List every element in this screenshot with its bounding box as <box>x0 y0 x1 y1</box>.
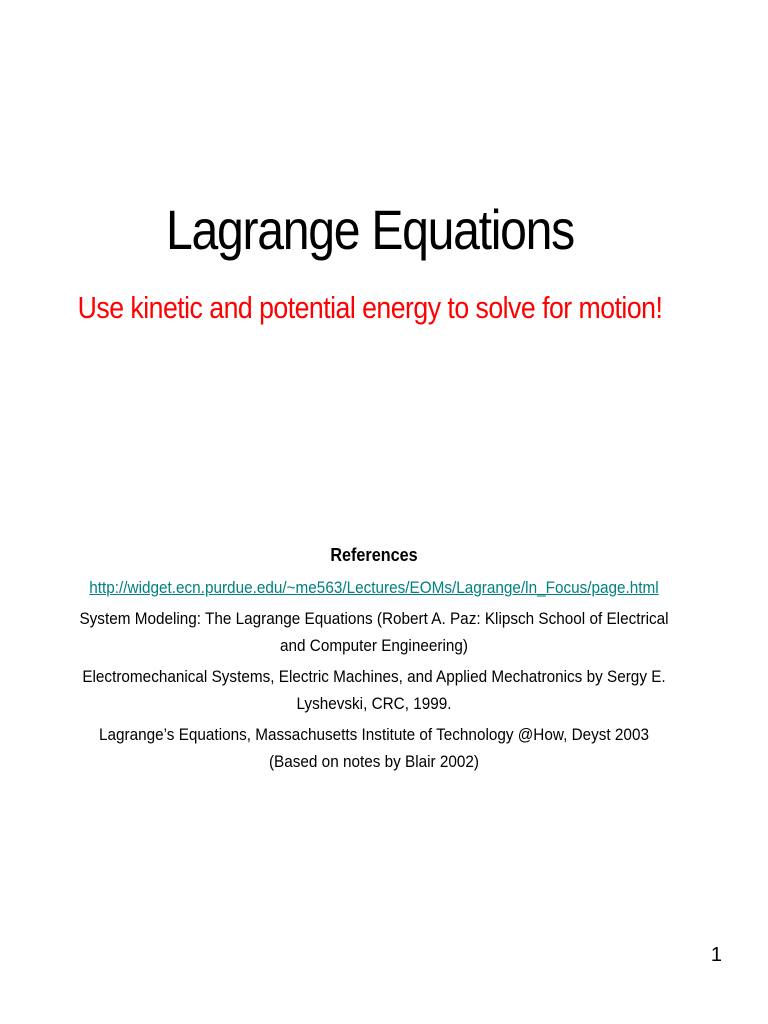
references-heading: References <box>330 545 418 565</box>
reference-link[interactable]: http://widget.ecn.purdue.edu/~me563/Lectures/EOMs/Lagrange/ln_Focus/page.html <box>89 578 659 597</box>
reference-item-3: Lagrange’s Equations, Massachusetts Institute of Technology @How, Deyst 2003 (Based on notes by Blair 2002) <box>99 725 649 771</box>
slide-subtitle: Use kinetic and potential energy to solve for motion! <box>77 290 663 325</box>
reference-item-2: Electromechanical Systems, Electric Machines, and Applied Mechatronics by Sergy E. Lyshevski, CRC, 1999. <box>82 667 666 713</box>
reference-item-1: System Modeling: The Lagrange Equations (Robert A. Paz: Klipsch School of Electrical and Computer Engineering) <box>79 609 669 655</box>
page-number: 1 <box>710 944 722 966</box>
references-section <box>73 540 674 779</box>
slide-title: Lagrange Equations <box>166 198 574 261</box>
